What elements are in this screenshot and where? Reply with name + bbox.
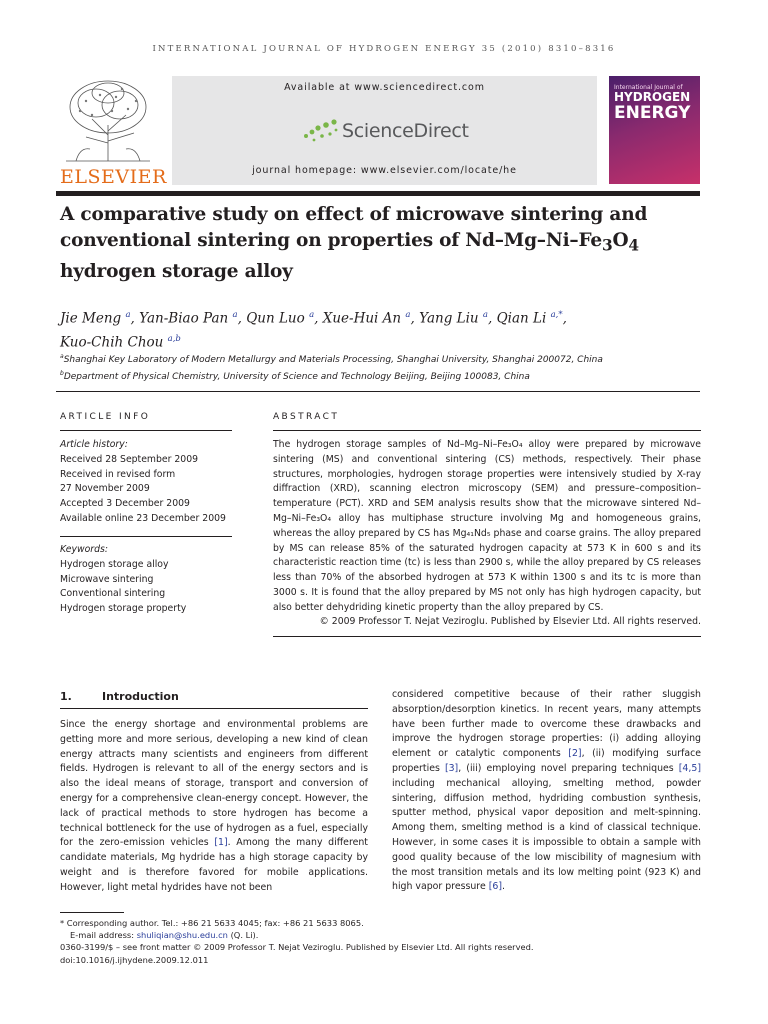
citation-link[interactable]: [2] (568, 748, 582, 760)
article-history (60, 438, 260, 527)
elsevier-wordmark: ELSEVIER (60, 166, 167, 188)
keyword-item: Hydrogen storage property (60, 603, 187, 615)
keyword-item: Conventional sintering (60, 588, 166, 600)
author-name[interactable]: Jie Meng (60, 310, 122, 327)
affiliation-a: $^a$Shanghai Key Laboratory of Modern Metallurgy and Materials Processing, Shanghai University, Shanghai 200072, China (60, 353, 603, 365)
intro-left-column: Since the energy shortage and environmental problems are getting more and more serious, developing a new kind of clean energy attracts many scientists and engineers from different fields. Hydrogen is relevant to all of the energy sectors and is also the ideal means of storage, transport and conversion of energy for a comprehensive clean-energy concept. However, the lack of practical methods to store hydrogen has become a technical bottleneck for the use of hydrogen as a fuel, especially for the zero-emission vehicles [1]. Among the many different candidate materials, Mg hydride has a high storage capacity by weight and is therefore favored for mobile applications. However, light metal hydrides have not been (60, 719, 368, 893)
cover-title-line1: HYDROGEN (614, 90, 691, 104)
author-name[interactable]: Xue-Hui An (322, 310, 402, 327)
history-item: Accepted 3 December 2009 (60, 498, 190, 510)
abstract-rule-top (273, 430, 701, 431)
keywords-block (60, 543, 260, 617)
keywords-label: Keywords: (60, 544, 108, 555)
cover-title-line2: ENERGY (614, 103, 691, 123)
footnote-rule (60, 912, 124, 913)
abstract-heading: ABSTRACT (273, 412, 340, 422)
keywords-rule (60, 536, 232, 537)
title-line-2: conventional sintering on properties of $Nd-Mg-Ni-Fe_3O_4$ (60, 229, 639, 255)
citation-link[interactable]: [1] (214, 837, 228, 849)
email-link[interactable]: shuliqian@shu.edu.cn (136, 930, 228, 940)
history-label: Article history: (60, 439, 128, 450)
available-at-text[interactable]: Available at www.sciencedirect.com (284, 82, 485, 93)
title-line-3: hydrogen storage alloy (60, 260, 293, 282)
intro-right-column: considered competitive because of their rather sluggish absorption/desorption kinetics. In recent years, many attempts have been further made to overcome these drawbacks and improve the hydrogen storage properties: (i) adding alloying element or catalytic components [2], (ii) modifying surface properties [3], (iii) employing novel preparing techniques [4,5] including mechanical alloying, smelting method, powder sintering, diffusion method, hydriding combustion synthesis, sputter method, physical vapor deposition and melt-spinning. Among them, smelting method is a kind of classical technique. However, in some cases it is impossible to obtain a sample with good quality because of the low miscibility of magnesium with the most transition metals and its low melting point (923 K) and high vapor pressure [6]. (392, 689, 701, 893)
header-divider (56, 191, 700, 196)
article-info-heading: ARTICLE INFO (60, 412, 151, 422)
sciencedirect-dots-icon (300, 116, 340, 144)
author-name[interactable]: Qian Li (496, 310, 547, 327)
history-item: 27 November 2009 (60, 483, 150, 495)
email-note: E-mail address: shuliqian@shu.edu.cn (Q. Li). (70, 930, 259, 940)
affiliation-b: $^b$Department of Physical Chemistry, University of Science and Technology Beijing, Beijing 100083, China (60, 370, 530, 382)
history-item: Received in revised form (60, 468, 176, 480)
section-title: Introduction (102, 690, 179, 703)
author-name[interactable]: Yang Liu (419, 310, 479, 327)
keyword-item: Microwave sintering (60, 573, 154, 585)
sciencedirect-wordmark: ScienceDirect (342, 120, 469, 142)
doi-link[interactable]: doi:10.1016/j.ijhydene.2009.12.011 (60, 955, 209, 965)
keyword-item: Hydrogen storage alloy (60, 558, 169, 570)
affiliation-divider (56, 391, 700, 392)
citation-link[interactable]: [6] (488, 881, 502, 893)
author-name[interactable]: Qun Luo (246, 310, 305, 327)
author-name[interactable]: Yan-Biao Pan (139, 310, 229, 327)
journal-homepage-text[interactable]: journal homepage: www.elsevier.com/locate/he (252, 165, 517, 176)
cover-subtitle: International Journal of (614, 84, 683, 91)
citation-link[interactable]: [3] (444, 762, 459, 774)
section-number: 1. (60, 690, 72, 703)
running-head: INTERNATIONAL JOURNAL OF HYDROGEN ENERGY 35 (2010) 8310–8316 (152, 44, 616, 54)
article-title (60, 202, 700, 284)
abstract-rule-bottom (273, 636, 701, 637)
section-rule (60, 708, 368, 709)
abstract-copyright: © 2009 Professor T. Nejat Veziroglu. Published by Elsevier Ltd. All rights reserved. (319, 616, 701, 627)
article-info-rule (60, 430, 232, 431)
abstract-text: The hydrogen storage samples of Nd–Mg–Ni–Fe₃O₄ alloy were prepared by microwave sintering (MS) and conventional sintering (CS) methods, respectively. Their phase structures, morphologies, hydrogen storage properties were intensively studied by X-ray diffraction (XRD), scanning electron microscopy (SEM) and pressure–composition–temperature (PCT). XRD and SEM analysis results show that the microwave sintered Nd–Mg–Ni–Fe₃O₄ alloy has multiphase structure involving Mg and homogeneous grains, whereas the alloy prepared by CS has Mg₄₁Nd₅ phase and coarse grains. The alloy prepared by MS can release 85% of the saturated hydrogen capacity at 573 K in 600 s and its characteristic reaction time (tc) is less than 2900 s, while the alloy prepared by CS releases less than 70% of the absorbed hydrogen at 573 K within 1300 s and its tc is more than 3000 s. It is found that the alloy prepared by MS not only has high hydrogen capacity, but also better dehydriding kinetic property than the alloy prepared by CS. (273, 439, 701, 613)
front-matter-note: 0360-3199/$ – see front matter © 2009 Professor T. Nejat Veziroglu. Published by Elsevier Ltd. All rights reserved. (60, 942, 534, 952)
citation-link[interactable]: [4,5] (678, 762, 701, 774)
corresponding-author-note: * Corresponding author. Tel.: +86 21 5633 4045; fax: +86 21 5633 8065. (60, 918, 364, 928)
history-item: Available online 23 December 2009 (60, 512, 226, 524)
author-list: Jie Meng $^a$, Yan-Biao Pan $^a$, Qun Luo $^a$, Xue-Hui An $^a$, Yang Liu $^a$, Qian Li $^{a,*}$, Kuo-Chih Chou $^{a,b}$ (60, 310, 567, 351)
title-line-1: A comparative study on effect of microwave sintering and (60, 204, 648, 225)
author-name[interactable]: Kuo-Chih Chou (60, 334, 164, 351)
history-item: Received 28 September 2009 (60, 453, 199, 465)
